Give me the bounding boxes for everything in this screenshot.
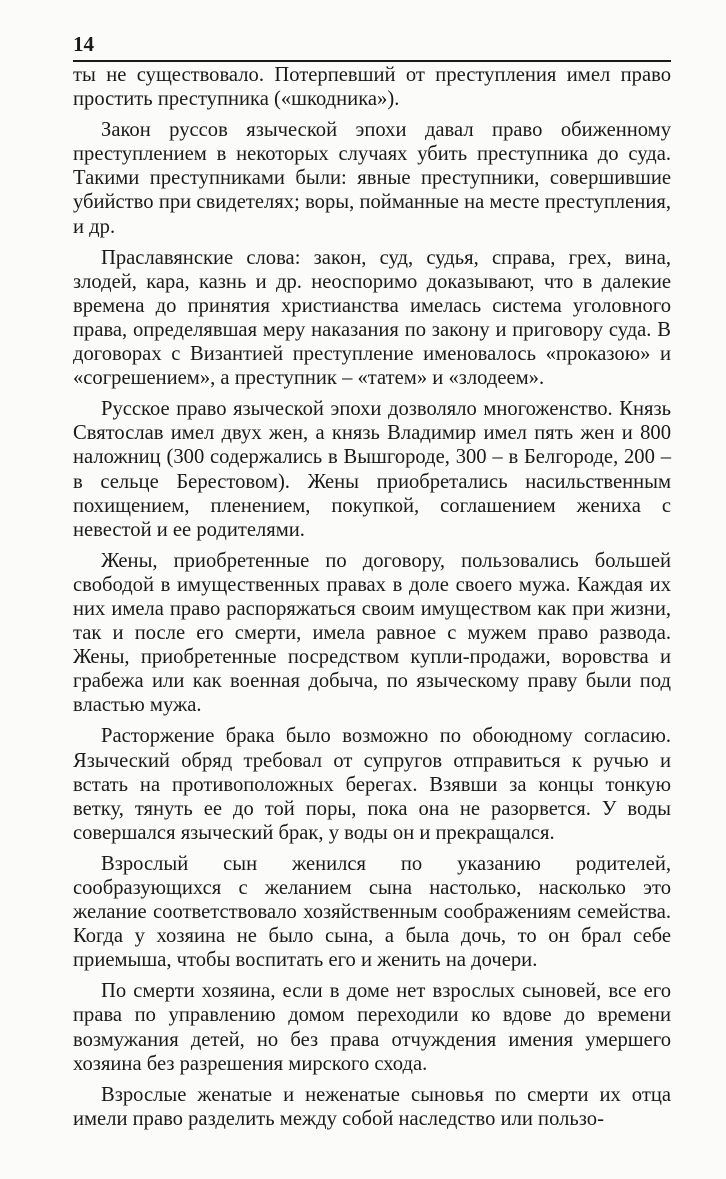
paragraph: Закон руссов языческой эпохи давал право обиженному преступлением в некоторых случаях убить преступника до суда. Такими преступниками были: явные преступники, совершившие убийство при свидетелях; воры, пойманные на месте преступления, и др.	[73, 119, 671, 238]
page-number: 14	[73, 32, 94, 56]
book-page	[73, 30, 671, 1138]
paragraph: Жены, приобретенные по договору, пользовались большей свободой в имущественных правах в доле своего мужа. Каждая их них имела право распоряжаться своим имуществом как при жизни, так и после его смерти, имела равное с мужем право развода. Жены, приобретенные посредством купли-продажи, воровства и грабежа или как военная добыча, по языческому праву были под властью мужа.	[73, 549, 671, 717]
paragraph: Праславянские слова: закон, суд, судья, справа, грех, вина, злодей, кара, казнь и др. неоспоримо доказывают, что в далекие времена до принятия христианства имелась система уголовного права, определявшая меру наказания по закону и приговору суда. В договорах с Византией преступление именовалось «проказою» и «согрешением», а преступник – «татем» и «злодеем».	[73, 246, 671, 390]
paragraph: Взрослый сын женился по указанию родителей, сообразующихся с желанием сына настолько, насколько это желание соответствовало хозяйственным соображениям семейства. Когда у хозяина не было сына, а была дочь, то он брал себе приемыша, чтобы воспитать его и женить на дочери.	[73, 852, 671, 972]
paragraph: Взрослые женатые и неженатые сыновья по смерти их отца имели право разделить между собой наследство или пользо-	[73, 1083, 671, 1130]
paragraph: Русское право языческой эпохи дозволяло многоженство. Князь Святослав имел двух жен, а князь Владимир имел пять жен и 800 наложниц (300 содержались в Вышгороде, 300 – в Белгороде, 200 – в сельце Берестовом). Жены приобретались насильственным похищением, пленением, покупкой, соглашением жениха с невестой и ее родителями.	[73, 398, 671, 541]
paragraph: ты не существовало. Потерпевший от преступления имел право простить преступника («шкодника»).	[73, 64, 671, 111]
paragraph: По смерти хозяина, если в доме нет взрослых сыновей, все его права по управлению домом переходили ко вдове до времени возмужания детей, но без права отчуждения имения умершего хозяина без разрешения мирского схода.	[73, 980, 671, 1075]
body-text	[73, 63, 671, 1131]
header-rule	[73, 60, 671, 62]
paragraph: Расторжение брака было возможно по обоюдному согласию. Языческий обряд требовал от супругов отправиться к ручью и встать на противоположных берегах. Взявши за концы тонкую ветку, тянуть ее до той поры, пока она не разорвется. У воды совершался языческий брак, у воды он и прекращался.	[73, 725, 671, 844]
